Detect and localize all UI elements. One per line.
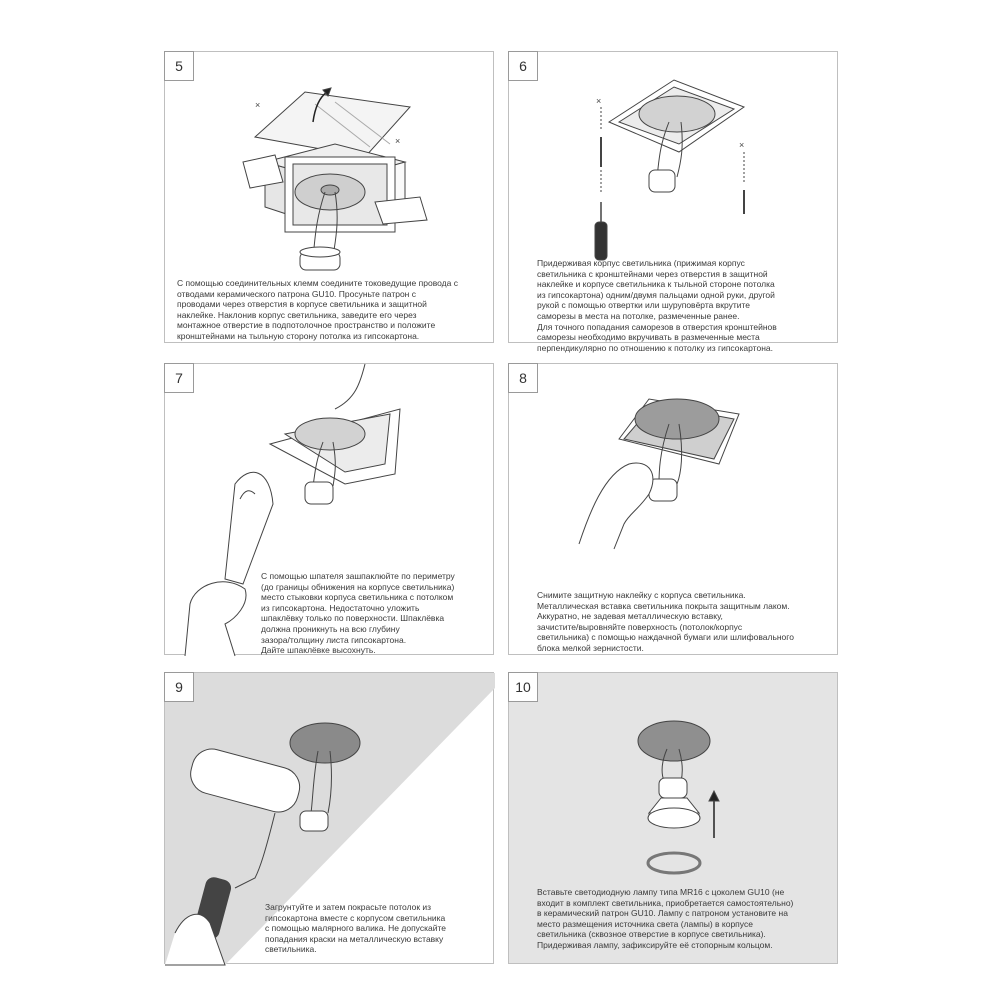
svg-text:×: ×	[255, 100, 261, 110]
step-instruction: С помощью шпателя зашпаклюйте по периметру (до границы обнижения на корпусе светильника) место стыковки корпуса светильника с потолком из гипсокартона. Недостаточно уложить шпаклёвку только по поверхности. Шпаклёвка должна проникнуть на всю глубину зазора/толщину листа гипсокартона. Дайте шпаклёвке высохнуть.	[261, 571, 455, 656]
step-number: 7	[164, 363, 194, 393]
step-number: 10	[508, 672, 538, 702]
step-instruction: Загрунтуйте и затем покрасьте потолок из гипсокартона вместе с корпусом светильника с помощью малярного валика. Не допускайте попадания краски на металлическую вставку светильника.	[265, 902, 446, 955]
svg-text:×: ×	[395, 136, 401, 146]
step-number: 6	[508, 51, 538, 81]
step-panel-7	[164, 363, 494, 655]
step-number: 5	[164, 51, 194, 81]
step-instruction: С помощью соединительных клемм соедините токоведущие провода с отводами керамического патрона GU10. Просуньте патрон с проводами через отверстия в корпусе светильника и защитной наклейке. Наклонив корпус светильника, заведите его через монтажное отверстие в подпотолочное пространство и положите кронштейнами на тыльную сторону потолка из гипсокартона.	[177, 278, 458, 341]
step-panel-5	[164, 51, 494, 343]
step-panel-6	[508, 51, 838, 353]
step-panel-8	[508, 363, 838, 655]
step-number: 9	[164, 672, 194, 702]
step-panel-10	[508, 672, 838, 964]
step-instruction: Вставьте светодиодную лампу типа MR16 с цоколем GU10 (не входит в комплект светильника, приобретается самостоятельно) в керамический патрон GU10. Лампу с патроном установите на место размещения источника света (лампы) в корпусе светильника (сквозное отверстие в корпусе светильника). Придерживая лампу, зафиксируйте её стопорным кольцом.	[537, 887, 794, 950]
svg-text:×: ×	[596, 96, 602, 106]
step-instruction: Придерживая корпус светильника (прижимая корпус светильника с кронштейнами через отверстия в защитной наклейке и корпусе светильника к тыльной стороне потолка из гипсокартона) одним/двумя пальцами одной руки, другой рукой с помощью отвертки или шуруповёрта вкрутите саморезы в места на потолке, размеченные ранее. Для точного попадания саморезов в отверстия кронштейнов саморезы необходимо вкручивать в размеченные места перпендикулярно по отношению к потолку из гипсокартона.	[537, 258, 777, 353]
step-panel-9	[164, 672, 494, 964]
svg-text:×: ×	[739, 140, 745, 150]
step-instruction: Снимите защитную наклейку с корпуса светильника. Металлическая вставка светильника покрыта защитным лаком. Аккуратно, не задевая металлическую вставку, зачистите/выровняйте поверхность (потолок/корпус светильника) с помощью наждачной бумаги или шлифовального блока мелкой зернистости.	[537, 590, 794, 653]
step-number: 8	[508, 363, 538, 393]
